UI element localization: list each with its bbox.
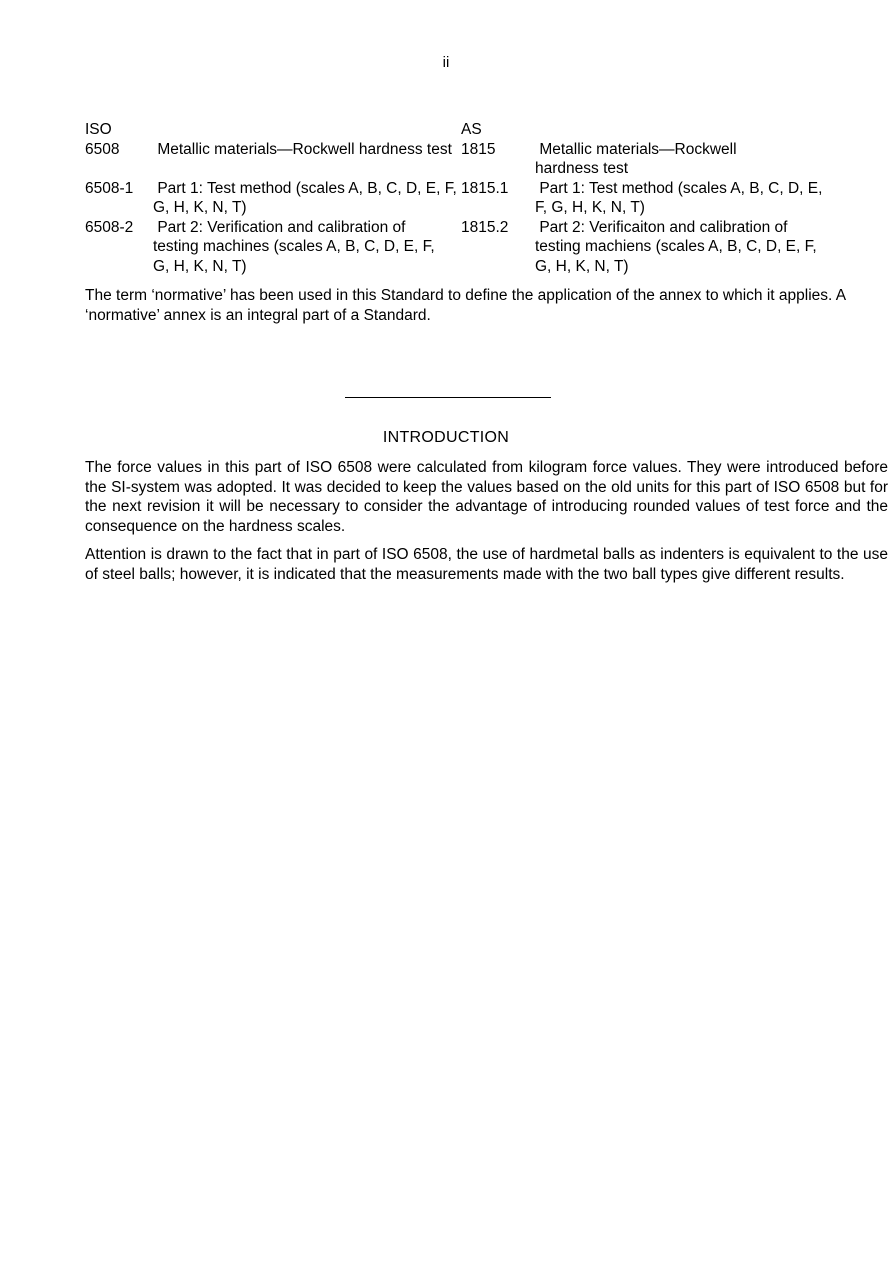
introduction-heading: INTRODUCTION <box>382 429 510 446</box>
iso-title-column-header <box>153 120 461 140</box>
standards-cross-reference-table <box>85 120 875 276</box>
as-title: Part 2: Verificaiton and calibration of testing machiens (scales A, B, C, D, E, F, G, H, K, N, T) <box>535 218 821 275</box>
as-title-column-header <box>535 120 835 140</box>
table-header-row <box>85 120 875 140</box>
table-row <box>85 218 875 277</box>
iso-number: 6508-2 <box>85 218 134 236</box>
as-column-header: AS <box>461 121 482 138</box>
table-row <box>85 140 875 179</box>
page-number: ii <box>442 54 450 71</box>
as-title: Part 1: Test method (scales A, B, C, D, E, F, G, H, K, N, T) <box>535 179 827 216</box>
as-number: 1815.2 <box>461 218 509 236</box>
iso-title: Metallic materials—Rockwell hardness test <box>153 140 452 158</box>
iso-number: 6508 <box>85 140 120 158</box>
introduction-paragraph: Attention is drawn to the fact that in part of ISO 6508, the use of hardmetal balls as indenters is equivalent to the use of steel balls; however, it is indicated that the measurements made with the two ball types give different results. <box>85 546 888 583</box>
iso-number: 6508-1 <box>85 179 134 197</box>
as-number: 1815 <box>461 140 496 158</box>
introduction-paragraph: The force values in this part of ISO 6508 were calculated from kilogram force values. They were introduced before the SI-system was adopted. It was decided to keep the values based on the old units for this part of ISO 6508 but for the next revision it will be necessary to consider the advantage of introducing rounded values of test force and the consequence on the hardness scales. <box>85 459 888 535</box>
normative-note-paragraph: The term ‘normative’ has been used in this Standard to define the application of the annex to which it applies. A ‘normative’ annex is an integral part of a Standard. <box>85 287 846 324</box>
section-divider <box>345 397 551 398</box>
iso-title: Part 2: Verification and calibration of testing machines (scales A, B, C, D, E, F, G, H, K, N, T) <box>153 218 439 275</box>
as-title: Metallic materials—Rockwell hardness test <box>535 140 741 177</box>
as-number: 1815.1 <box>461 179 509 197</box>
table-row <box>85 179 875 218</box>
iso-title: Part 1: Test method (scales A, B, C, D, E, F, G, H, K, N, T) <box>153 179 462 216</box>
iso-column-header: ISO <box>85 121 112 138</box>
